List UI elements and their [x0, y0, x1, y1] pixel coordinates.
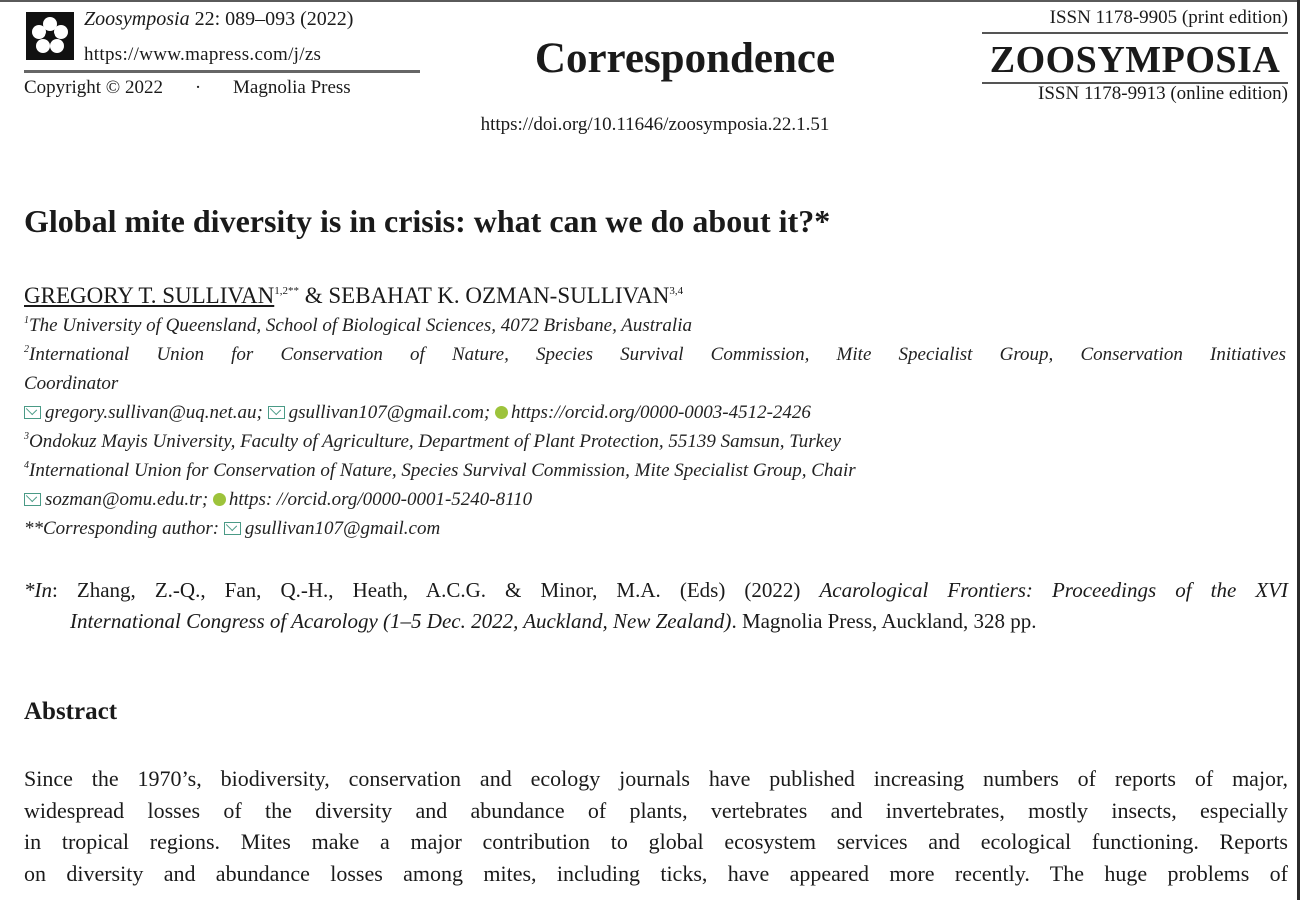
affiliation-3 [24, 431, 841, 453]
page-top-edge [0, 0, 1300, 2]
issn-print: ISSN 1178-9905 (print edition) [1049, 7, 1288, 28]
issn-online: ISSN 1178-9913 (online edition) [1038, 83, 1288, 104]
citation-editors: : Zhang, Z.-Q., Fan, Q.-H., Heath, A.C.G. & Minor, M.A. (Eds) (2022) [52, 578, 820, 602]
affiliation-4 [24, 460, 856, 482]
issn-rule-top [982, 32, 1288, 34]
orcid-link-2[interactable]: https: //orcid.org/0000-0001-5240-8110 [228, 489, 533, 510]
mail-icon [24, 493, 41, 506]
affiliation-text: International Union for Conservation of Nature, Species Survival Commission, Mite Specialist Group, Chair [29, 460, 856, 481]
contact-author-1 [24, 402, 811, 424]
orcid-icon [213, 493, 226, 506]
author-1-affiliation: 1,2** [274, 285, 299, 297]
author-2: SEBAHAT K. OZMAN-SULLIVAN [328, 283, 670, 308]
affiliation-2-cont [24, 373, 118, 395]
corresponding-author [24, 518, 440, 540]
contact-author-2 [24, 489, 532, 511]
author-2-affiliation: 3,4 [669, 285, 684, 297]
email-link-1[interactable]: gregory.sullivan@uq.net.au; [45, 402, 263, 423]
copyright-line [24, 77, 351, 99]
affiliation-2 [24, 344, 1286, 366]
affiliation-text: The University of Queensland, School of Biological Sciences, 4072 Brisbane, Australia [29, 315, 692, 336]
affiliation-marker: 1 [24, 315, 29, 326]
corresponding-label: **Corresponding author: [24, 518, 220, 539]
journal-logo-text: ZOOSYMPOSIA [989, 39, 1281, 81]
affiliation-text: Coordinator [24, 373, 119, 394]
email-link-2[interactable]: gsullivan107@gmail.com; [288, 402, 491, 423]
citation-line-2 [24, 606, 1288, 637]
abstract-body [24, 763, 1288, 889]
doi-link[interactable]: https://doi.org/10.11646/zoosymposia.22.1.51 [480, 114, 830, 135]
copyright-separator: · [194, 77, 202, 98]
author-separator: & [299, 283, 329, 308]
journal-url-link[interactable]: https://www.mapress.com/j/zs [84, 44, 322, 65]
article-title: Global mite diversity is in crisis: what can we do about it?* [24, 203, 831, 239]
author-line [24, 283, 683, 309]
affiliation-1 [24, 315, 692, 337]
mail-icon [224, 522, 241, 535]
affiliation-marker: 2 [24, 344, 29, 355]
abstract-heading: Abstract [24, 698, 118, 725]
abstract-line: on diversity and abundance losses among mites, including ticks, have appeared more recently. The huge problems of [24, 860, 1288, 886]
author-1-link[interactable]: GREGORY T. SULLIVAN [24, 283, 275, 308]
journal-issue: 22: 089–093 (2022) [189, 8, 354, 30]
abstract-line: in tropical regions. Mites make a major contribution to global ecosystem services and ecological functioning. Reports [24, 829, 1288, 854]
copyright-text: Copyright © 2022 [24, 77, 163, 98]
citation-book-title-1: Acarological Frontiers: Proceedings of the XVI [819, 578, 1288, 602]
affiliation-marker: 3 [24, 431, 29, 442]
journal-name: Zoosymposia [84, 8, 190, 30]
header-rule [24, 70, 420, 73]
affiliation-marker: 4 [24, 460, 29, 471]
publisher-name: Magnolia Press [233, 77, 351, 98]
affiliation-text: International Union for Conservation of Nature, Species Survival Commission, Mite Specialist Group, Conservation Initiatives [29, 344, 1286, 365]
journal-citation [84, 8, 353, 31]
citation-tail: . Magnolia Press, Auckland, 328 pp. [731, 609, 1037, 633]
abstract-line: Since the 1970’s, biodiversity, conservation and ecology journals have published increasing numbers of reports of major, [24, 766, 1288, 791]
orcid-icon [495, 406, 508, 419]
email-link-3[interactable]: sozman@omu.edu.tr; [45, 489, 209, 510]
citation-prefix: *In [24, 578, 52, 602]
proceedings-citation [24, 575, 1288, 637]
citation-book-title-2: International Congress of Acarology (1–5 Dec. 2022, Auckland, New Zealand) [70, 609, 732, 633]
magnolia-press-logo-icon [26, 12, 74, 60]
section-label: Correspondence [534, 35, 836, 82]
mail-icon [268, 406, 285, 419]
corresponding-email-link[interactable]: gsullivan107@gmail.com [244, 518, 441, 539]
affiliation-text: Ondokuz Mayis University, Faculty of Agriculture, Department of Plant Protection, 55139 Samsun, Turkey [29, 431, 841, 452]
mail-icon [24, 406, 41, 419]
orcid-link-1[interactable]: https://orcid.org/0000-0003-4512-2426 [511, 402, 811, 423]
citation-line-1 [24, 575, 1288, 606]
abstract-line: widespread losses of the diversity and abundance of plants, vertebrates and invertebrates, mostly insects, especially [24, 797, 1288, 823]
